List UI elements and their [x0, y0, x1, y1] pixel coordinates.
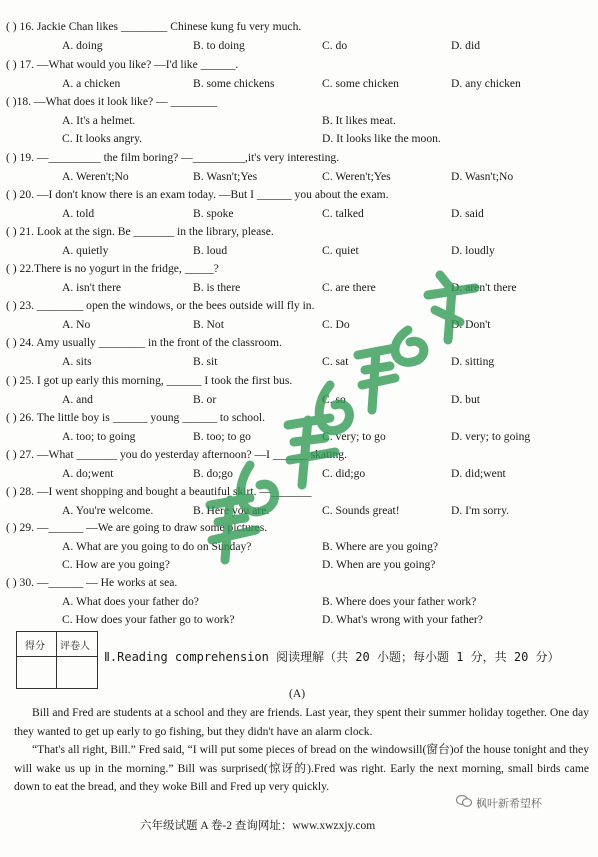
- score-label: 得分: [25, 641, 45, 652]
- option-a: A. No: [62, 317, 91, 331]
- option-c: C. sat: [322, 354, 349, 368]
- option-d: D. Wasn't;No: [451, 169, 514, 183]
- score-box-divider: [17, 656, 97, 657]
- option-d: D. What's wrong with your father?: [322, 613, 483, 627]
- option-c: C. so: [322, 392, 346, 406]
- option-b: B. Here you are.: [193, 503, 270, 517]
- option-c: C. quiet: [322, 243, 359, 257]
- option-c: C. some chicken: [322, 76, 399, 90]
- option-d: D. said: [451, 206, 484, 220]
- option-d: D. did;went: [451, 466, 506, 480]
- option-b: B. sit: [193, 354, 218, 368]
- option-d: D. loudly: [451, 243, 495, 257]
- option-c: C. How does your father go to work?: [62, 613, 235, 627]
- option-a: A. What does your father do?: [62, 594, 199, 608]
- option-d: D. aren't there: [451, 280, 517, 294]
- option-b: B. or: [193, 392, 217, 406]
- option-d: D. I'm sorry.: [451, 503, 510, 517]
- grader-label: 评卷人: [60, 641, 90, 652]
- option-a: A. and: [62, 392, 93, 406]
- section-title: Ⅱ.Reading comprehension 阅读理解（共 20 小题；每小题 1 分，共 20 分）: [104, 650, 560, 664]
- option-b: B. is there: [193, 280, 241, 294]
- option-d: D. When are you going?: [322, 558, 436, 572]
- option-a: A. isn't there: [62, 280, 122, 294]
- question-stem: ( ) 20. —I don't know there is an exam today. —But I ______ you about the exam.: [6, 188, 389, 201]
- option-a: A. What are you going to do on Sunday?: [62, 539, 252, 553]
- option-a: A. sits: [62, 354, 92, 368]
- question-stem: ( ) 19. —_________ the film boring? —_________,it's very interesting.: [6, 151, 340, 164]
- question-stem: ( ) 30. —______ — He works at sea.: [6, 576, 178, 589]
- chat-bubble-icon: [456, 794, 472, 808]
- option-d: D. did: [451, 38, 480, 52]
- question-stem: ( )18. —What does it look like? — ________: [6, 95, 217, 108]
- option-c: C. Weren't;Yes: [322, 169, 391, 183]
- option-b: B. too; to go: [193, 429, 251, 443]
- option-b: B. spoke: [193, 206, 234, 220]
- option-a: A. too; to going: [62, 429, 136, 443]
- option-a: A. told: [62, 206, 95, 220]
- option-c: C. Sounds great!: [322, 503, 400, 517]
- watermark: [456, 795, 542, 811]
- option-c: C. do: [322, 38, 348, 52]
- option-a: A. a chicken: [62, 76, 121, 90]
- page-footer: 六年级试题 A 卷-2 查询网址：www.xwzxjy.com: [140, 820, 376, 832]
- option-a: A. quietly: [62, 243, 109, 257]
- question-stem: ( ) 21. Look at the sign. Be _______ in the library, please.: [6, 225, 274, 238]
- option-a: A. It's a helmet.: [62, 113, 136, 127]
- option-b: B. loud: [193, 243, 228, 257]
- question-stem: ( ) 23. ________ open the windows, or the bees outside will fly in.: [6, 299, 315, 312]
- option-c: C. talked: [322, 206, 364, 220]
- option-c: C. did;go: [322, 466, 366, 480]
- option-b: B. some chickens: [193, 76, 275, 90]
- option-a: A. do;went: [62, 466, 114, 480]
- option-d: D. but: [451, 392, 480, 406]
- option-d: D. any chicken: [451, 76, 521, 90]
- passage-paragraph: Bill and Fred are students at a school and they are friends. Last year, they spent their summer holiday together. One day they wanted to get up early to go fishing, but they didn't have an alarm clock.: [14, 706, 589, 738]
- option-c: C. Do: [322, 317, 350, 331]
- watermark-text: 枫叶新希望杯: [476, 797, 542, 810]
- option-a: A. You're welcome.: [62, 503, 154, 517]
- option-d: D. sitting: [451, 354, 495, 368]
- option-b: B. to doing: [193, 38, 245, 52]
- option-c: C. It looks angry.: [62, 132, 143, 146]
- score-box: [16, 631, 98, 689]
- option-b: B. It likes meat.: [322, 113, 396, 127]
- option-d: D. Don't: [451, 317, 491, 331]
- option-b: B. Wasn't;Yes: [193, 169, 258, 183]
- option-b: B. Not: [193, 317, 224, 331]
- option-c: C. How are you going?: [62, 558, 170, 572]
- question-stem: ( ) 25. I got up early this morning, ______ I took the first bus.: [6, 374, 293, 387]
- question-stem: ( ) 28. —I went shopping and bought a beautiful skirt. —_______: [6, 485, 312, 498]
- question-stem: ( ) 16. Jackie Chan likes ________ Chinese kung fu very much.: [6, 20, 302, 33]
- option-d: D. very; to going: [451, 429, 531, 443]
- question-stem: ( ) 17. —What would you like? —I'd like ______.: [6, 58, 239, 71]
- question-stem: ( ) 27. —What _______ you do yesterday afternoon? —I ______ skating.: [6, 448, 347, 461]
- option-d: D. It looks like the moon.: [322, 132, 441, 146]
- question-stem: ( ) 29. —______ —We are going to draw some pictures.: [6, 521, 268, 534]
- option-b: B. do;go: [193, 466, 233, 480]
- score-box-divider: [56, 632, 57, 688]
- option-a: A. doing: [62, 38, 103, 52]
- option-a: A. Weren't;No: [62, 169, 129, 183]
- passage-label: (A): [289, 687, 306, 700]
- option-c: C. very; to go: [322, 429, 386, 443]
- passage-paragraph: “That's all right, Bill.” Fred said, “I will put some pieces of bread on the windowsill(窗台)of the house tonight and they will wake us up in the morning.” Bill was surprised(惊讶的).Fred was right. Early the next morning, small birds came down to eat the bread, and they woke Bill and Fred up very quickly.: [14, 743, 589, 793]
- option-b: B. Where are you going?: [322, 539, 439, 553]
- option-b: B. Where does your father work?: [322, 594, 477, 608]
- question-stem: ( ) 22.There is no yogurt in the fridge, _____?: [6, 262, 219, 275]
- question-stem: ( ) 24. Amy usually ________ in the front of the classroom.: [6, 336, 282, 349]
- option-c: C. are there: [322, 280, 376, 294]
- question-stem: ( ) 26. The little boy is ______ young ______ to school.: [6, 411, 266, 424]
